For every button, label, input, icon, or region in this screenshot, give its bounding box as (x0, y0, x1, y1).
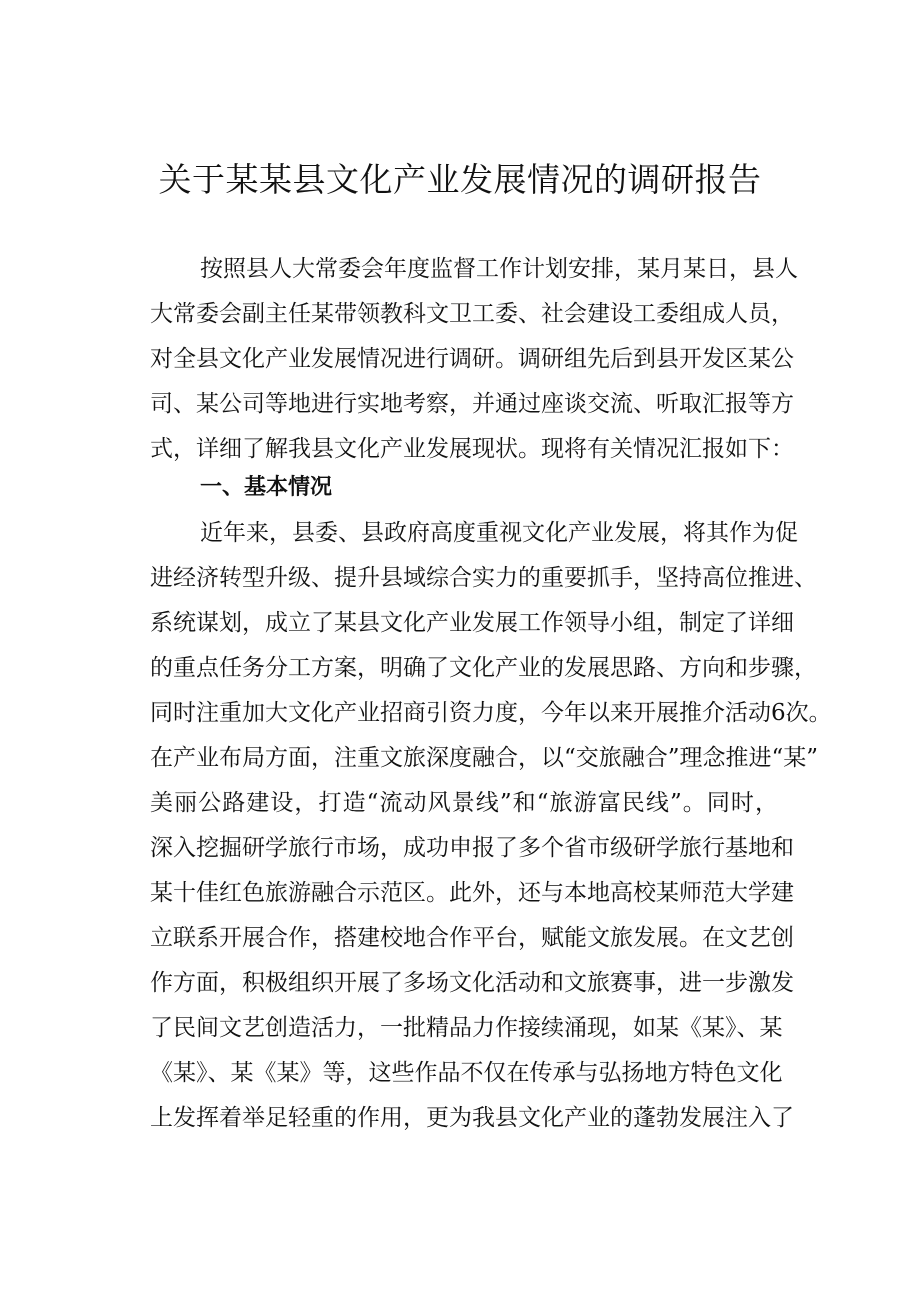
body-line-8: 深入挖掘研学旅行市场，成功申报了多个省市级研学旅行基地和 (150, 835, 794, 861)
intro-line-1: 按照县人大常委会年度监督工作计划安排，某月某日，县人 (200, 256, 798, 282)
body-line-3: 系统谋划，成立了某县文化产业发展工作领导小组，制定了详细 (150, 610, 794, 636)
intro-line-4: 司、某公司等地进行实地考察，并通过座谈交流、听取汇报等方 (150, 391, 794, 417)
body-line-2: 进经济转型升级、提升县域综合实力的重要抓手，坚持高位推进、 (150, 565, 817, 591)
intro-line-3: 对全县文化产业发展情况进行调研。调研组先后到县开发区某公 (150, 346, 794, 372)
body-line-11: 作方面，积极组织开展了多场文化活动和文旅赛事，进一步激发 (150, 970, 794, 996)
intro-line-2: 大常委会副主任某带领教科文卫工委、社会建设工委组成人员， (150, 301, 794, 327)
body-line-5: 同时注重加大文化产业招商引资力度，今年以来开展推介活动6次。 (150, 700, 832, 726)
body-line-7: 美丽公路建设，打造“流动风景线”和“旅游富民线”。同时， (150, 790, 778, 816)
body-line-4: 的重点任务分工方案，明确了文化产业的发展思路、方向和步骤， (150, 655, 817, 681)
section-heading: 一、基本情况 (200, 475, 333, 500)
body-line-13: 《某》、某《某》等，这些作品不仅在传承与弘扬地方特色文化 (150, 1060, 783, 1086)
body-line-14: 上发挥着举足轻重的作用，更为我县文化产业的蓬勃发展注入了 (150, 1105, 794, 1131)
body-line-10: 立联系开展合作，搭建校地合作平台，赋能文旅发展。在文艺创 (150, 925, 794, 951)
body-line-12: 了民间文艺创造活力，一批精品力作接续涌现，如某《某》、某 (150, 1015, 783, 1041)
body-line-9: 某十佳红色旅游融合示范区。此外，还与本地高校某师范大学建 (150, 880, 794, 906)
document-title: 关于某某县文化产业发展情况的调研报告 (158, 160, 762, 199)
intro-line-5: 式，详细了解我县文化产业发展现状。现将有关情况汇报如下： (150, 436, 794, 462)
body-line-6: 在产业布局方面，注重文旅深度融合，以“交旅融合”理念推进“某” (150, 745, 819, 771)
body-line-1: 近年来，县委、县政府高度重视文化产业发展，将其作为促 (200, 520, 798, 546)
